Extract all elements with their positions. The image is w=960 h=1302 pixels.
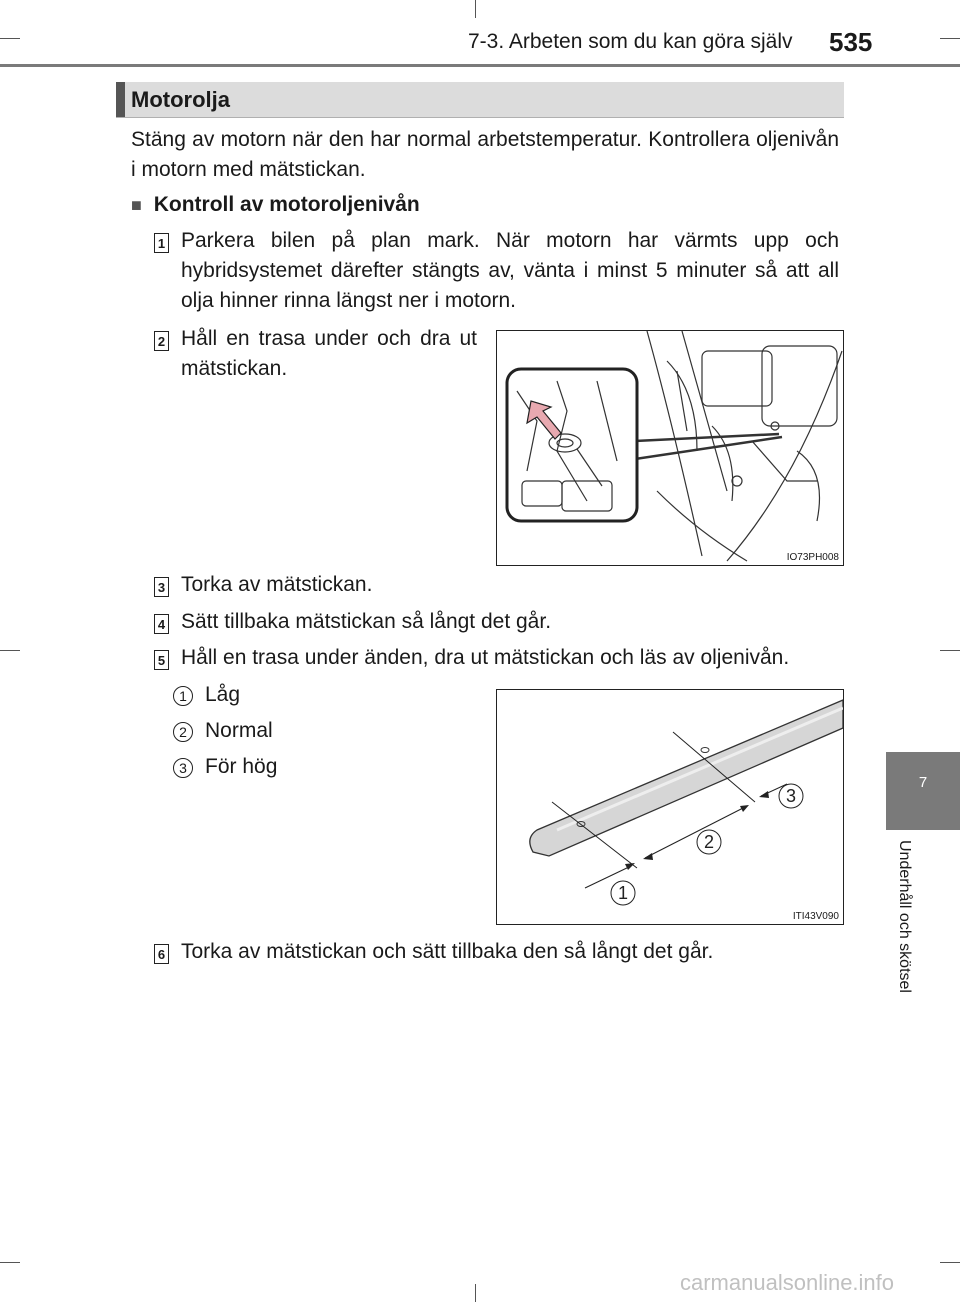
header-section-title: 7-3. Arbeten som du kan göra själv (468, 30, 793, 53)
callout-1: 1 (617, 883, 629, 903)
step-number-2: 2 (154, 331, 169, 351)
level-label-normal: Normal (205, 719, 273, 742)
engine-figure-code: IO73PH008 (786, 552, 839, 563)
section-title-box (116, 82, 844, 118)
step-text-5: Håll en trasa under änden, dra ut mätstickan och läs av oljenivån. (181, 646, 790, 669)
chapter-label-text: Underhåll och skötsel (896, 840, 913, 993)
intro-paragraph: Stäng av motorn när den har normal arbetstemperatur. Kontrollera oljenivån i motorn med mätstickan. (131, 128, 839, 181)
subheading-text: Kontroll av motoroljenivån (153, 193, 420, 216)
subheading-marker: ■ (131, 195, 142, 215)
callout-3: 3 (785, 786, 797, 806)
page-number: 535 (829, 27, 873, 57)
header-rule (0, 64, 960, 67)
chapter-number: 7 (918, 774, 928, 791)
crop-mark (940, 1262, 960, 1263)
crop-mark (0, 38, 20, 39)
step-number-5: 5 (154, 650, 169, 670)
step-text-2: Håll en trasa under och dra ut mätstickan. (181, 327, 477, 380)
level-label-low: Låg (205, 683, 241, 706)
level-number-3: 3 (173, 758, 193, 778)
engine-bay-illustration (497, 331, 843, 565)
callout-2: 2 (703, 832, 715, 852)
step-number-6: 6 (154, 944, 169, 964)
crop-mark (475, 0, 476, 18)
chapter-tab (886, 752, 960, 830)
step-text-1: Parkera bilen på plan mark. När motorn har värmts upp och hybridsystemet därefter stängts av, vänta i minst 5 minuter så att all olja hinner rinna längst ner i motorn. (181, 229, 839, 312)
subheading (131, 193, 420, 217)
step-number-1: 1 (154, 233, 169, 253)
step-text-6: Torka av mätstickan och sätt tillbaka den så långt det går. (181, 940, 714, 963)
crop-mark (0, 650, 20, 651)
engine-bay-figure (496, 330, 844, 566)
level-number-1: 1 (173, 686, 193, 706)
step-text-4: Sätt tillbaka mätstickan så långt det går. (181, 610, 552, 633)
dipstick-illustration (497, 690, 843, 924)
dipstick-figure-code: ITI43V090 (792, 911, 839, 922)
crop-mark (0, 1262, 20, 1263)
crop-mark (940, 38, 960, 39)
chapter-label (895, 840, 917, 1040)
step-number-4: 4 (154, 614, 169, 634)
step-text-3: Torka av mätstickan. (181, 573, 373, 596)
section-title: Motorolja (131, 87, 230, 112)
level-label-too-high: För hög (205, 755, 278, 778)
crop-mark (475, 1284, 476, 1302)
section-title-bar (116, 82, 125, 117)
step-number-3: 3 (154, 577, 169, 597)
footer-watermark: carmanualsonline.info (680, 1270, 895, 1295)
dipstick-figure (496, 689, 844, 925)
crop-mark (940, 650, 960, 651)
level-number-2: 2 (173, 722, 193, 742)
